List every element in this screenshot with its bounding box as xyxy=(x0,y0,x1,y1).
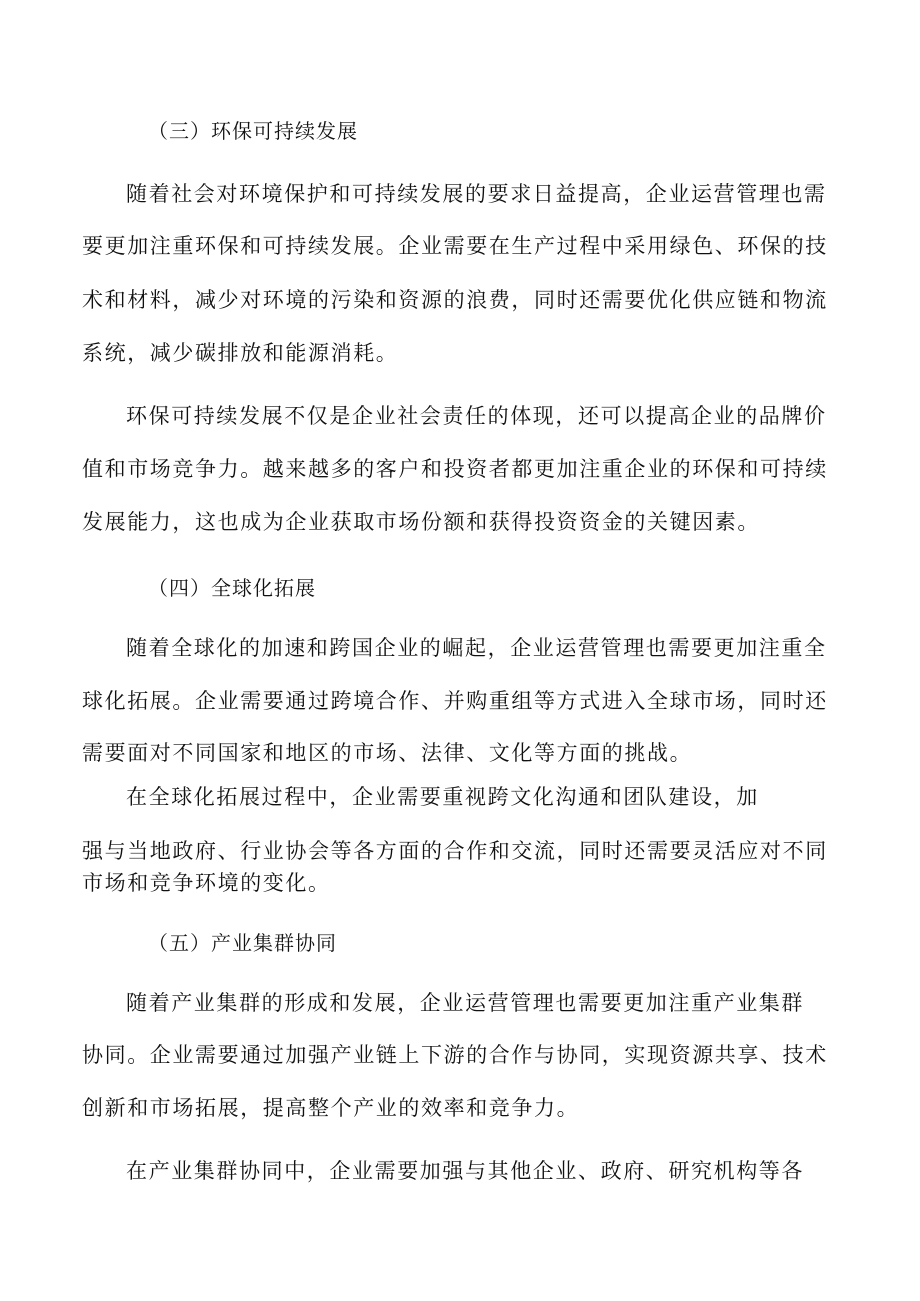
paragraph-line: 在产业集群协同中，企业需要加强与其他企业、政府、研究机构等各 xyxy=(126,1159,804,1183)
paragraph-line: 要更加注重环保和可持续发展。企业需要在生产过程中采用绿色、环保的技 xyxy=(82,234,828,258)
section-heading-5: （五）产业集群协同 xyxy=(148,931,337,955)
paragraph-line: 随着社会对环境保护和可持续发展的要求日益提高，企业运营管理也需 xyxy=(126,182,827,206)
section-heading-3: （三）环保可持续发展 xyxy=(148,119,358,143)
paragraph-line: 协同。企业需要通过加强产业链上下游的合作与协同，实现资源共享、技术 xyxy=(82,1043,828,1067)
paragraph-line: 随着产业集群的形成和发展，企业运营管理也需要更加注重产业集群 xyxy=(126,991,804,1015)
paragraph-line: 值和市场竞争力。越来越多的客户和投资者都更加注重企业的环保和可持续 xyxy=(82,457,828,481)
paragraph-line: 市场和竞争环境的变化。 xyxy=(82,871,331,895)
paragraph-line: 创新和市场拓展，提高整个产业的效率和竞争力。 xyxy=(82,1096,580,1120)
paragraph-line: 强与当地政府、行业协会等各方面的合作和交流，同时还需要灵活应对不同 xyxy=(82,839,828,863)
paragraph-line: 需要面对不同国家和地区的市场、法律、文化等方面的挑战。 xyxy=(82,741,693,765)
paragraph-line: 随着全球化的加速和跨国企业的崛起，企业运营管理也需要更加注重全 xyxy=(126,636,827,660)
section-heading-4: （四）全球化拓展 xyxy=(148,576,316,600)
paragraph-line: 环保可持续发展不仅是企业社会责任的体现，还可以提高企业的品牌价 xyxy=(126,404,827,428)
paragraph-line: 术和材料，减少对环境的污染和资源的浪费，同时还需要优化供应链和物流 xyxy=(82,288,828,312)
paragraph-line: 球化拓展。企业需要通过跨境合作、并购重组等方式进入全球市场，同时还 xyxy=(82,689,828,713)
paragraph-line: 发展能力，这也成为企业获取市场份额和获得投资资金的关键因素。 xyxy=(82,510,760,534)
paragraph-line: 在全球化拓展过程中，企业需要重视跨文化沟通和团队建设，加 xyxy=(126,785,759,809)
paragraph-line: 系统，减少碳排放和能源消耗。 xyxy=(82,341,399,365)
